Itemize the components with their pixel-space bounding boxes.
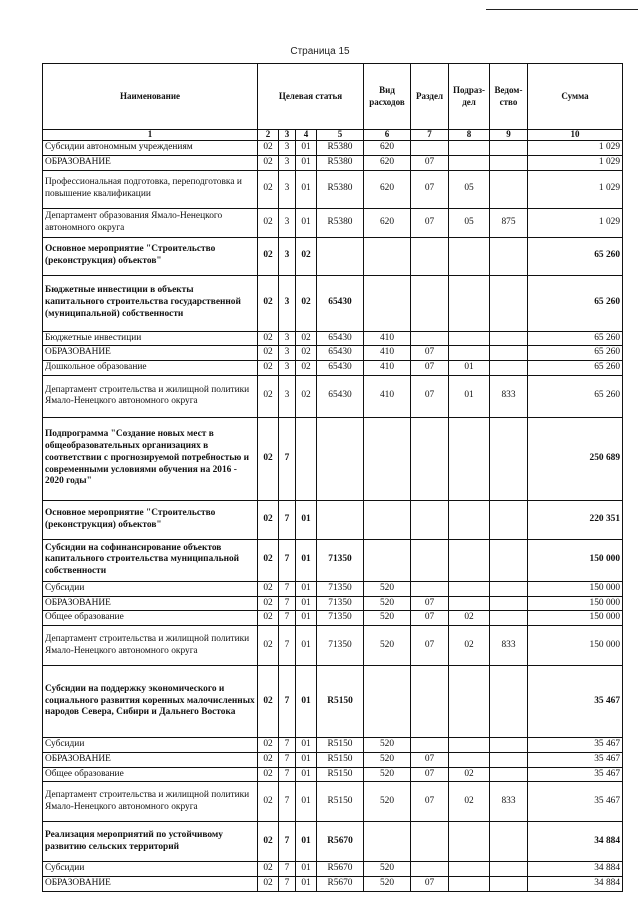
expense-type xyxy=(364,822,411,862)
row-name: Бюджетные инвестиции в объекты капитального строительства государственной (муниципальной) собственности xyxy=(43,275,258,331)
target-subprogram: 7 xyxy=(279,822,296,862)
target-program: 02 xyxy=(258,361,279,376)
target-subprogram: 3 xyxy=(279,331,296,346)
table-row xyxy=(43,346,623,361)
amount: 150 000 xyxy=(528,539,623,581)
target-subprogram: 3 xyxy=(279,237,296,275)
target-event: 02 xyxy=(296,237,317,275)
target-event: 01 xyxy=(296,611,317,626)
target-event: 01 xyxy=(296,596,317,611)
target-direction: 71350 xyxy=(317,581,364,596)
header-expense-type: Вид расходов xyxy=(364,64,411,130)
target-event: 01 xyxy=(296,862,317,877)
column-number: 2 xyxy=(258,130,279,141)
target-direction: R5380 xyxy=(317,208,364,237)
target-direction: 71350 xyxy=(317,596,364,611)
target-direction: 71350 xyxy=(317,626,364,666)
amount: 150 000 xyxy=(528,596,623,611)
table-row xyxy=(43,237,623,275)
section xyxy=(411,738,449,753)
section xyxy=(411,237,449,275)
row-name: Профессиональная подготовка, переподготовка и повышение квалификации xyxy=(43,170,258,208)
department xyxy=(490,822,528,862)
department xyxy=(490,738,528,753)
target-event: 01 xyxy=(296,822,317,862)
section: 07 xyxy=(411,170,449,208)
header-section: Раздел xyxy=(411,64,449,130)
table-row xyxy=(43,862,623,877)
department: 875 xyxy=(490,208,528,237)
subsection xyxy=(449,539,490,581)
section xyxy=(411,581,449,596)
target-program: 02 xyxy=(258,596,279,611)
table-row xyxy=(43,500,623,539)
subsection: 01 xyxy=(449,361,490,376)
target-event: 01 xyxy=(296,877,317,892)
section xyxy=(411,141,449,156)
target-program: 02 xyxy=(258,666,279,738)
target-direction: 65430 xyxy=(317,331,364,346)
row-name: Общее образование xyxy=(43,611,258,626)
amount: 1 029 xyxy=(528,208,623,237)
target-event: 02 xyxy=(296,275,317,331)
target-direction: R5150 xyxy=(317,752,364,767)
column-number: 10 xyxy=(528,130,623,141)
department xyxy=(490,346,528,361)
target-program: 02 xyxy=(258,626,279,666)
subsection xyxy=(449,141,490,156)
target-direction: R5150 xyxy=(317,666,364,738)
target-event: 01 xyxy=(296,500,317,539)
subsection: 02 xyxy=(449,611,490,626)
target-direction xyxy=(317,500,364,539)
subsection xyxy=(449,877,490,892)
target-subprogram: 3 xyxy=(279,275,296,331)
row-name: Субсидии на софинансирование объектов капитального строительства муниципальной собственности xyxy=(43,539,258,581)
expense-type: 620 xyxy=(364,208,411,237)
row-name: Основное мероприятие "Строительство (реконструкция) объектов" xyxy=(43,237,258,275)
table-row xyxy=(43,155,623,170)
target-subprogram: 7 xyxy=(279,417,296,500)
target-direction: 71350 xyxy=(317,611,364,626)
header-row xyxy=(43,64,623,130)
target-program: 02 xyxy=(258,208,279,237)
target-event: 01 xyxy=(296,581,317,596)
amount: 65 260 xyxy=(528,375,623,417)
table-row xyxy=(43,375,623,417)
amount: 150 000 xyxy=(528,611,623,626)
department xyxy=(490,752,528,767)
section: 07 xyxy=(411,877,449,892)
row-name: Департамент строительства и жилищной политики Ямало-Ненецкого автономного округа xyxy=(43,782,258,822)
department xyxy=(490,611,528,626)
column-number: 4 xyxy=(296,130,317,141)
target-subprogram: 7 xyxy=(279,738,296,753)
table-row xyxy=(43,752,623,767)
expense-type xyxy=(364,417,411,500)
expense-type: 620 xyxy=(364,170,411,208)
department xyxy=(490,155,528,170)
target-event: 01 xyxy=(296,539,317,581)
section xyxy=(411,417,449,500)
table-row xyxy=(43,626,623,666)
department: 833 xyxy=(490,626,528,666)
section: 07 xyxy=(411,596,449,611)
amount: 1 029 xyxy=(528,141,623,156)
target-program: 02 xyxy=(258,331,279,346)
target-event: 01 xyxy=(296,626,317,666)
subsection xyxy=(449,862,490,877)
target-direction: R5150 xyxy=(317,782,364,822)
department: 833 xyxy=(490,782,528,822)
section: 07 xyxy=(411,375,449,417)
section xyxy=(411,500,449,539)
section: 07 xyxy=(411,611,449,626)
column-number: 9 xyxy=(490,130,528,141)
subsection xyxy=(449,596,490,611)
header-amount: Сумма xyxy=(528,64,623,130)
expense-type: 620 xyxy=(364,155,411,170)
target-event: 01 xyxy=(296,208,317,237)
row-name: ОБРАЗОВАНИЕ xyxy=(43,155,258,170)
target-direction: R5670 xyxy=(317,877,364,892)
target-event: 01 xyxy=(296,782,317,822)
department xyxy=(490,361,528,376)
target-subprogram: 3 xyxy=(279,346,296,361)
target-direction: 65430 xyxy=(317,346,364,361)
subsection xyxy=(449,822,490,862)
target-event: 02 xyxy=(296,375,317,417)
row-name: Департамент образования Ямало-Ненецкого автономного округа xyxy=(43,208,258,237)
row-name: ОБРАЗОВАНИЕ xyxy=(43,877,258,892)
row-name: Субсидии xyxy=(43,738,258,753)
table-row xyxy=(43,170,623,208)
department xyxy=(490,141,528,156)
target-program: 02 xyxy=(258,155,279,170)
expense-type xyxy=(364,237,411,275)
section xyxy=(411,275,449,331)
department xyxy=(490,666,528,738)
department: 833 xyxy=(490,375,528,417)
amount: 65 260 xyxy=(528,331,623,346)
header-department: Ведом-ство xyxy=(490,64,528,130)
expense-type: 520 xyxy=(364,862,411,877)
department xyxy=(490,767,528,782)
amount: 35 467 xyxy=(528,767,623,782)
section xyxy=(411,331,449,346)
target-event: 01 xyxy=(296,767,317,782)
target-program: 02 xyxy=(258,862,279,877)
department xyxy=(490,237,528,275)
amount: 250 689 xyxy=(528,417,623,500)
subsection: 05 xyxy=(449,208,490,237)
department xyxy=(490,539,528,581)
section xyxy=(411,666,449,738)
target-subprogram: 3 xyxy=(279,208,296,237)
table-row xyxy=(43,275,623,331)
target-direction: R5670 xyxy=(317,862,364,877)
amount: 35 467 xyxy=(528,752,623,767)
column-number: 3 xyxy=(279,130,296,141)
target-subprogram: 7 xyxy=(279,581,296,596)
table-body xyxy=(43,141,623,892)
target-direction xyxy=(317,237,364,275)
amount: 65 260 xyxy=(528,237,623,275)
row-name: Общее образование xyxy=(43,767,258,782)
column-number: 1 xyxy=(43,130,258,141)
table-row xyxy=(43,581,623,596)
expense-type: 620 xyxy=(364,141,411,156)
target-subprogram: 3 xyxy=(279,361,296,376)
amount: 35 467 xyxy=(528,738,623,753)
table-row xyxy=(43,666,623,738)
target-event: 02 xyxy=(296,331,317,346)
target-subprogram: 3 xyxy=(279,155,296,170)
row-name: ОБРАЗОВАНИЕ xyxy=(43,752,258,767)
target-subprogram: 7 xyxy=(279,666,296,738)
row-name: Основное мероприятие "Строительство (реконструкция) объектов" xyxy=(43,500,258,539)
section: 07 xyxy=(411,752,449,767)
section xyxy=(411,822,449,862)
subsection xyxy=(449,237,490,275)
expense-type xyxy=(364,275,411,331)
department xyxy=(490,877,528,892)
department xyxy=(490,581,528,596)
subsection: 05 xyxy=(449,170,490,208)
budget-table xyxy=(42,63,623,892)
row-name: ОБРАЗОВАНИЕ xyxy=(43,596,258,611)
column-number: 8 xyxy=(449,130,490,141)
column-number-row xyxy=(43,130,623,141)
expense-type: 520 xyxy=(364,752,411,767)
target-event: 01 xyxy=(296,155,317,170)
expense-type: 410 xyxy=(364,375,411,417)
row-name: Реализация мероприятий по устойчивому развитию сельских территорий xyxy=(43,822,258,862)
target-program: 02 xyxy=(258,822,279,862)
subsection xyxy=(449,500,490,539)
row-name: Департамент строительства и жилищной политики Ямало-Ненецкого автономного округа xyxy=(43,375,258,417)
section: 07 xyxy=(411,767,449,782)
row-name: Субсидии на поддержку экономического и социального развития коренных малочисленных народов Севера, Сибири и Дальнего Востока xyxy=(43,666,258,738)
target-direction xyxy=(317,417,364,500)
table-row xyxy=(43,141,623,156)
target-direction: R5150 xyxy=(317,767,364,782)
subsection xyxy=(449,666,490,738)
amount: 34 884 xyxy=(528,822,623,862)
expense-type xyxy=(364,539,411,581)
table-row xyxy=(43,596,623,611)
expense-type: 520 xyxy=(364,782,411,822)
target-program: 02 xyxy=(258,767,279,782)
section: 07 xyxy=(411,782,449,822)
amount: 1 029 xyxy=(528,155,623,170)
target-direction: 65430 xyxy=(317,375,364,417)
table-row xyxy=(43,782,623,822)
target-program: 02 xyxy=(258,170,279,208)
subsection xyxy=(449,275,490,331)
target-program: 02 xyxy=(258,581,279,596)
table-row xyxy=(43,208,623,237)
row-name: Субсидии xyxy=(43,581,258,596)
amount: 1 029 xyxy=(528,170,623,208)
target-program: 02 xyxy=(258,877,279,892)
subsection xyxy=(449,346,490,361)
subsection: 02 xyxy=(449,626,490,666)
target-subprogram: 7 xyxy=(279,611,296,626)
expense-type: 410 xyxy=(364,361,411,376)
expense-type: 410 xyxy=(364,331,411,346)
target-event: 01 xyxy=(296,666,317,738)
target-subprogram: 7 xyxy=(279,539,296,581)
target-subprogram: 7 xyxy=(279,862,296,877)
expense-type: 520 xyxy=(364,626,411,666)
expense-type: 520 xyxy=(364,877,411,892)
target-event: 01 xyxy=(296,141,317,156)
amount: 35 467 xyxy=(528,782,623,822)
amount: 220 351 xyxy=(528,500,623,539)
subsection xyxy=(449,331,490,346)
subsection: 02 xyxy=(449,782,490,822)
target-event: 02 xyxy=(296,346,317,361)
row-name: ОБРАЗОВАНИЕ xyxy=(43,346,258,361)
department xyxy=(490,500,528,539)
target-direction: 71350 xyxy=(317,539,364,581)
column-number: 5 xyxy=(317,130,364,141)
subsection xyxy=(449,752,490,767)
target-event: 02 xyxy=(296,361,317,376)
amount: 34 884 xyxy=(528,877,623,892)
target-direction: R5380 xyxy=(317,155,364,170)
target-event: 01 xyxy=(296,170,317,208)
target-program: 02 xyxy=(258,375,279,417)
target-subprogram: 7 xyxy=(279,752,296,767)
top-right-rule xyxy=(486,9,638,10)
target-event: 01 xyxy=(296,752,317,767)
subsection: 01 xyxy=(449,375,490,417)
target-program: 02 xyxy=(258,500,279,539)
target-event xyxy=(296,417,317,500)
section: 07 xyxy=(411,155,449,170)
section xyxy=(411,539,449,581)
target-subprogram: 7 xyxy=(279,782,296,822)
row-name: Бюджетные инвестиции xyxy=(43,331,258,346)
target-direction: 65430 xyxy=(317,275,364,331)
department xyxy=(490,862,528,877)
target-program: 02 xyxy=(258,782,279,822)
department xyxy=(490,596,528,611)
row-name: Субсидии автономным учреждениям xyxy=(43,141,258,156)
header-subsection: Подраз-дел xyxy=(449,64,490,130)
amount: 150 000 xyxy=(528,581,623,596)
target-direction: R5380 xyxy=(317,170,364,208)
table-row xyxy=(43,877,623,892)
target-program: 02 xyxy=(258,539,279,581)
header-target-article: Целевая статья xyxy=(258,64,364,130)
target-subprogram: 7 xyxy=(279,767,296,782)
target-direction: R5380 xyxy=(317,141,364,156)
target-program: 02 xyxy=(258,417,279,500)
amount: 35 467 xyxy=(528,666,623,738)
amount: 65 260 xyxy=(528,275,623,331)
department xyxy=(490,170,528,208)
section: 07 xyxy=(411,626,449,666)
header-name: Наименование xyxy=(43,64,258,130)
row-name: Субсидии xyxy=(43,862,258,877)
expense-type: 520 xyxy=(364,767,411,782)
target-direction: R5150 xyxy=(317,738,364,753)
table-row xyxy=(43,331,623,346)
subsection xyxy=(449,581,490,596)
column-number: 6 xyxy=(364,130,411,141)
table-row xyxy=(43,539,623,581)
target-program: 02 xyxy=(258,752,279,767)
expense-type: 410 xyxy=(364,346,411,361)
expense-type: 520 xyxy=(364,738,411,753)
subsection: 02 xyxy=(449,767,490,782)
target-subprogram: 3 xyxy=(279,170,296,208)
target-subprogram: 3 xyxy=(279,375,296,417)
column-number: 7 xyxy=(411,130,449,141)
target-event: 01 xyxy=(296,738,317,753)
expense-type xyxy=(364,500,411,539)
table-row xyxy=(43,822,623,862)
amount: 34 884 xyxy=(528,862,623,877)
target-direction: R5670 xyxy=(317,822,364,862)
table-row xyxy=(43,361,623,376)
target-subprogram: 7 xyxy=(279,877,296,892)
subsection xyxy=(449,738,490,753)
expense-type: 520 xyxy=(364,611,411,626)
department xyxy=(490,275,528,331)
expense-type: 520 xyxy=(364,581,411,596)
target-subprogram: 7 xyxy=(279,596,296,611)
table-row xyxy=(43,611,623,626)
expense-type: 520 xyxy=(364,596,411,611)
subsection xyxy=(449,417,490,500)
target-program: 02 xyxy=(258,611,279,626)
row-name: Подпрограмма "Создание новых мест в общеобразовательных организациях в соответствии с прогнозируемой потребностью и современными условиями обучения на 2016 - 2020 годы" xyxy=(43,417,258,500)
target-subprogram: 7 xyxy=(279,500,296,539)
expense-type xyxy=(364,666,411,738)
page-label: Страница 15 xyxy=(290,46,350,57)
amount: 150 000 xyxy=(528,626,623,666)
row-name: Департамент строительства и жилищной политики Ямало-Ненецкого автономного округа xyxy=(43,626,258,666)
target-program: 02 xyxy=(258,738,279,753)
target-subprogram: 7 xyxy=(279,626,296,666)
section: 07 xyxy=(411,346,449,361)
target-program: 02 xyxy=(258,275,279,331)
target-subprogram: 3 xyxy=(279,141,296,156)
target-direction: 65430 xyxy=(317,361,364,376)
target-program: 02 xyxy=(258,346,279,361)
section xyxy=(411,862,449,877)
row-name: Дошкольное образование xyxy=(43,361,258,376)
section: 07 xyxy=(411,361,449,376)
table-row xyxy=(43,417,623,500)
table-row xyxy=(43,767,623,782)
section: 07 xyxy=(411,208,449,237)
department xyxy=(490,331,528,346)
department xyxy=(490,417,528,500)
amount: 65 260 xyxy=(528,346,623,361)
target-program: 02 xyxy=(258,141,279,156)
target-program: 02 xyxy=(258,237,279,275)
subsection xyxy=(449,155,490,170)
amount: 65 260 xyxy=(528,361,623,376)
table-row xyxy=(43,738,623,753)
